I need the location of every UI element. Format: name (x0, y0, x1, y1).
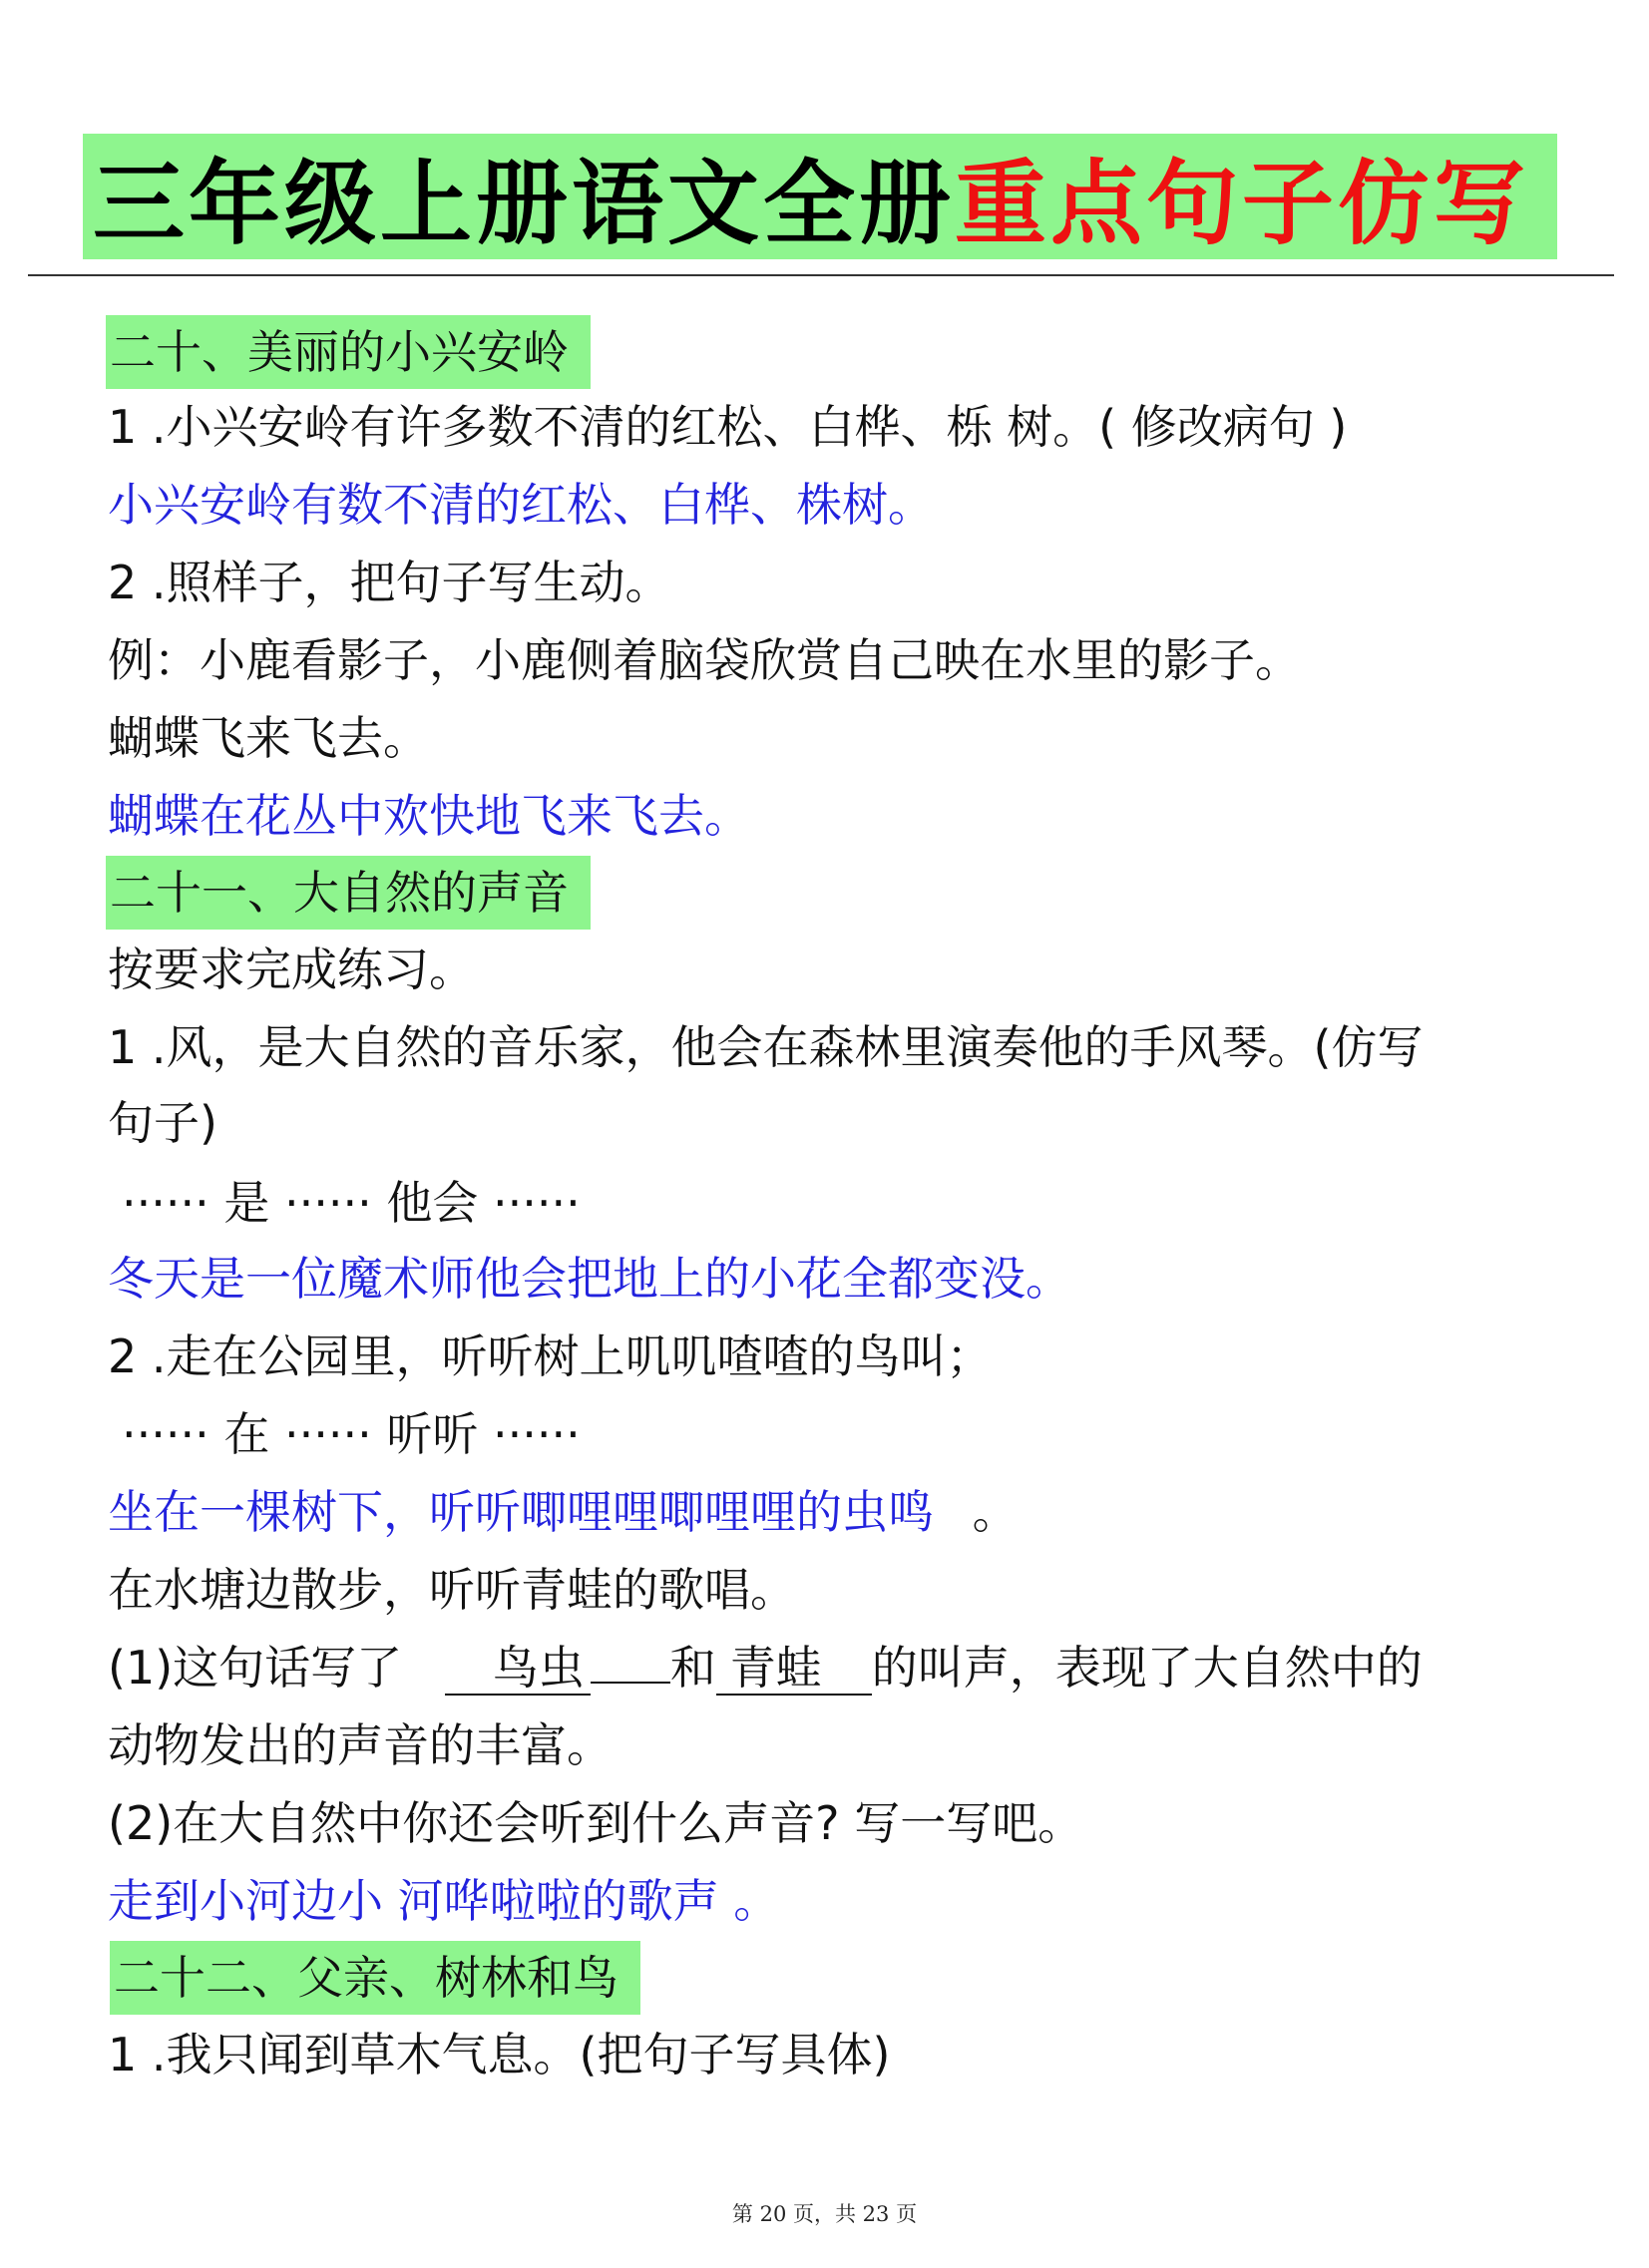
section-heading-22: 二十二、父亲、树林和鸟 (110, 1941, 640, 2015)
page-footer: 第 20 页，共 23 页 (731, 2202, 918, 2226)
section-heading-20: 二十、美丽的小兴安岭 (106, 315, 591, 389)
answer-line: 小兴安岭有数不清的红松、白桦、株树。 (108, 478, 934, 532)
sentence-line: 在水塘边散步，听听青蛙的歌唱。 (108, 1563, 796, 1617)
example-line: 例：小鹿看影子，小鹿侧着脑袋欣赏自己映在水里的影子。 (108, 633, 1301, 687)
question-line: 1 .小兴安岭有许多数不清的红松、白桦、栎 树。( 修改病句 ) (108, 400, 1348, 454)
instruction-line: 按要求完成练习。 (108, 943, 475, 996)
blank-answer-1: 鸟虫 (445, 1642, 591, 1696)
prompt-line: 蝴蝶飞来飞去。 (108, 711, 429, 765)
title-divider (28, 274, 1614, 276)
pattern-line: ······ 在 ······ 听听 ······ (122, 1407, 581, 1461)
question-line-cont: 句子) (108, 1096, 217, 1150)
blank-answer-2: 青蛙 (716, 1642, 872, 1696)
fill-blank-line-cont: 动物发出的声音的丰富。 (108, 1718, 613, 1772)
answer-text: 坐在一棵树下，听听唧哩哩唧哩哩的虫鸣 (108, 1485, 934, 1539)
question-line: (2)在大自然中你还会听到什么声音? 写一写吧。 (108, 1796, 1084, 1850)
title-highlight: 重点句子仿写 (955, 151, 1530, 257)
fill-blank-prefix: (1)这句话写了 (108, 1641, 403, 1695)
title-main: 三年级上册语文全册 (93, 151, 956, 257)
answer-line: 冬天是一位魔术师他会把地上的小花全都变没。 (108, 1252, 1071, 1306)
answer-line: 蝴蝶在花丛中欢快地飞来飞去。 (108, 789, 750, 843)
answer-row (108, 1482, 1019, 1542)
question-line: 1 .我只闻到草木气息。(把句子写具体) (108, 2028, 891, 2081)
section-heading-21: 二十一、大自然的声音 (106, 856, 591, 930)
answer-line: 走到小河边小 河哗啦啦的歌声 。 (108, 1874, 780, 1928)
question-line: 2 .照样子，把句子写生动。 (108, 556, 671, 609)
answer-period: 。 (972, 1485, 1019, 1539)
fill-blank-suffix: 的叫声，表现了大自然中的 (871, 1641, 1423, 1695)
question-line: 2 .走在公园里，听听树上叽叽喳喳的鸟叫； (108, 1329, 993, 1383)
fill-blank-line (108, 1638, 1423, 1698)
question-line: 1 .风，是大自然的音乐家，他会在森林里演奏他的手风琴。(仿写 (108, 1020, 1424, 1074)
title-banner (83, 134, 1557, 259)
pattern-line: ······ 是 ······ 他会 ······ (122, 1176, 581, 1230)
fill-blank-and: 和 (669, 1641, 716, 1695)
